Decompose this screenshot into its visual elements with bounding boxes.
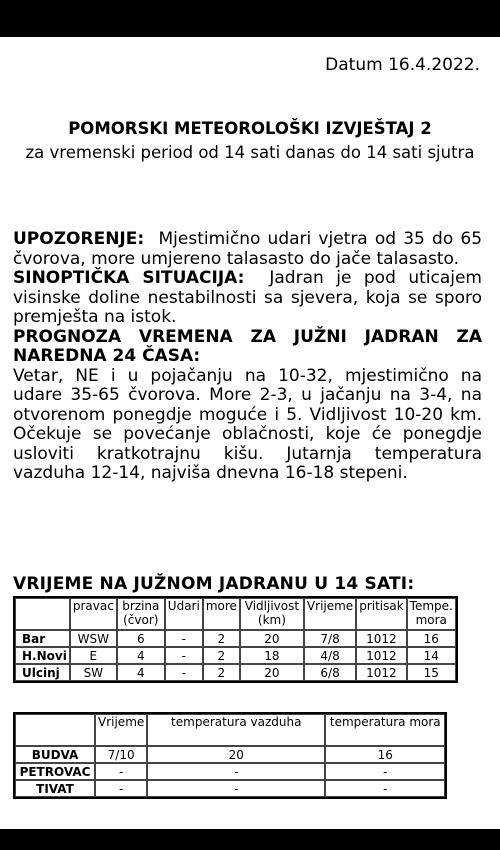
- table-cell: 16: [325, 746, 445, 763]
- table-header-row: [15, 714, 445, 746]
- section-heading: VRIJEME NA JUŽNOM JADRANU U 14 SATI:: [13, 574, 415, 594]
- table-header-cell: brzina (čvor): [117, 598, 165, 630]
- table-cell: -: [147, 780, 325, 797]
- town-name: BUDVA: [15, 746, 95, 763]
- table-cell: 18: [240, 647, 304, 664]
- table-cell: 15: [407, 664, 456, 681]
- table-cell: -: [147, 763, 325, 780]
- table-cell: 1012: [356, 664, 406, 681]
- table-cell: -: [165, 664, 203, 681]
- synoptic-label: SINOPTIČKA SITUACIJA:: [13, 268, 245, 288]
- warning-paragraph: [13, 230, 482, 269]
- table-header-cell: pravac: [70, 598, 117, 630]
- table-header-cell: Vrijeme: [304, 598, 356, 630]
- table-cell: 4/8: [304, 647, 356, 664]
- report-subtitle: za vremenski period od 14 sati danas do 14 sati sjutra: [25, 143, 475, 162]
- table-row: [15, 647, 456, 664]
- table-cell: 2: [203, 630, 240, 647]
- forecast-heading: PROGNOZA VREMENA ZA JUŽNI JADRAN ZA NAREDNA 24 ČASA:: [13, 326, 482, 366]
- table-cell: -: [165, 630, 203, 647]
- table-row: [15, 763, 445, 780]
- synoptic-text: Jadran je pod uticajem visinske doline nestabilnosti sa sjevera, koja se sporo premješta na istok.: [13, 268, 482, 327]
- table-row: [15, 780, 445, 797]
- table-header-cell: Vidljivost (km): [240, 598, 304, 630]
- synoptic-paragraph: [13, 269, 482, 328]
- report-body: [13, 230, 482, 484]
- bottom-black-bar: [0, 829, 500, 850]
- table-cell: 7/8: [304, 630, 356, 647]
- table-header-cell: temperatura vazduha: [147, 714, 325, 746]
- table-cell: 20: [147, 746, 325, 763]
- coastal-towns-table: [13, 712, 447, 799]
- weather-station-table: [13, 596, 458, 683]
- table-cell: 4: [117, 664, 165, 681]
- table-header-cell: [15, 714, 95, 746]
- table-cell: 1012: [356, 630, 406, 647]
- table-cell: SW: [70, 664, 117, 681]
- town-name: TIVAT: [15, 780, 95, 797]
- table-header-cell: Udari: [165, 598, 203, 630]
- table-header-cell: Vrijeme: [95, 714, 147, 746]
- warning-text: Mjestimično udari vjetra od 35 do 65 čvorova, more umjereno talasasto do jače talasasto.: [13, 229, 483, 269]
- table-cell: 1012: [356, 647, 406, 664]
- table-header-cell: pritisak: [356, 598, 406, 630]
- station-name: Bar: [15, 630, 70, 647]
- table-cell: E: [70, 647, 117, 664]
- table-cell: 14: [407, 647, 456, 664]
- table-header-cell: Tempe. mora: [407, 598, 456, 630]
- table-cell: 6/8: [304, 664, 356, 681]
- town-name: PETROVAC: [15, 763, 95, 780]
- table-cell: -: [165, 647, 203, 664]
- table-cell: 2: [203, 647, 240, 664]
- table-cell: WSW: [70, 630, 117, 647]
- table-cell: 20: [240, 630, 304, 647]
- table-cell: 20: [240, 664, 304, 681]
- table-row: [15, 630, 456, 647]
- table-cell: -: [325, 780, 445, 797]
- table-row: [15, 664, 456, 681]
- forecast-text: Vetar, NE i u pojačanju na 10-32, mjestimično na udare 35-65 čvorova. More 2-3, u jačanju na 3-4, na otvorenom ponegdje moguće i 5. Vidljivost 10-20 km. Očekuje se povećanje oblačnosti, koje će ponegdje usloviti kratkotrajnu kišu. Jutarnja temperatura vazduha 12-14, najviša dnevna 16-18 stepeni.: [13, 365, 482, 483]
- table-header-cell: temperatura mora: [325, 714, 445, 746]
- table-cell: 6: [117, 630, 165, 647]
- table-cell: 7/10: [95, 746, 147, 763]
- table-row: [15, 746, 445, 763]
- table-header-row: [15, 598, 456, 630]
- station-name: H.Novi: [15, 647, 70, 664]
- table-cell: 4: [117, 647, 165, 664]
- table-cell: -: [325, 763, 445, 780]
- table-header-cell: [15, 598, 70, 630]
- table-cell: -: [95, 763, 147, 780]
- table-header-cell: more: [203, 598, 240, 630]
- table-cell: -: [95, 780, 147, 797]
- table-cell: 16: [407, 630, 456, 647]
- warning-label: UPOZORENJE:: [13, 229, 145, 249]
- table-cell: 2: [203, 664, 240, 681]
- station-name: Ulcinj: [15, 664, 70, 681]
- report-date: Datum 16.4.2022.: [325, 55, 480, 75]
- report-title: POMORSKI METEOROLOŠKI IZVJEŠTAJ 2: [68, 119, 432, 138]
- top-black-bar: [0, 0, 500, 37]
